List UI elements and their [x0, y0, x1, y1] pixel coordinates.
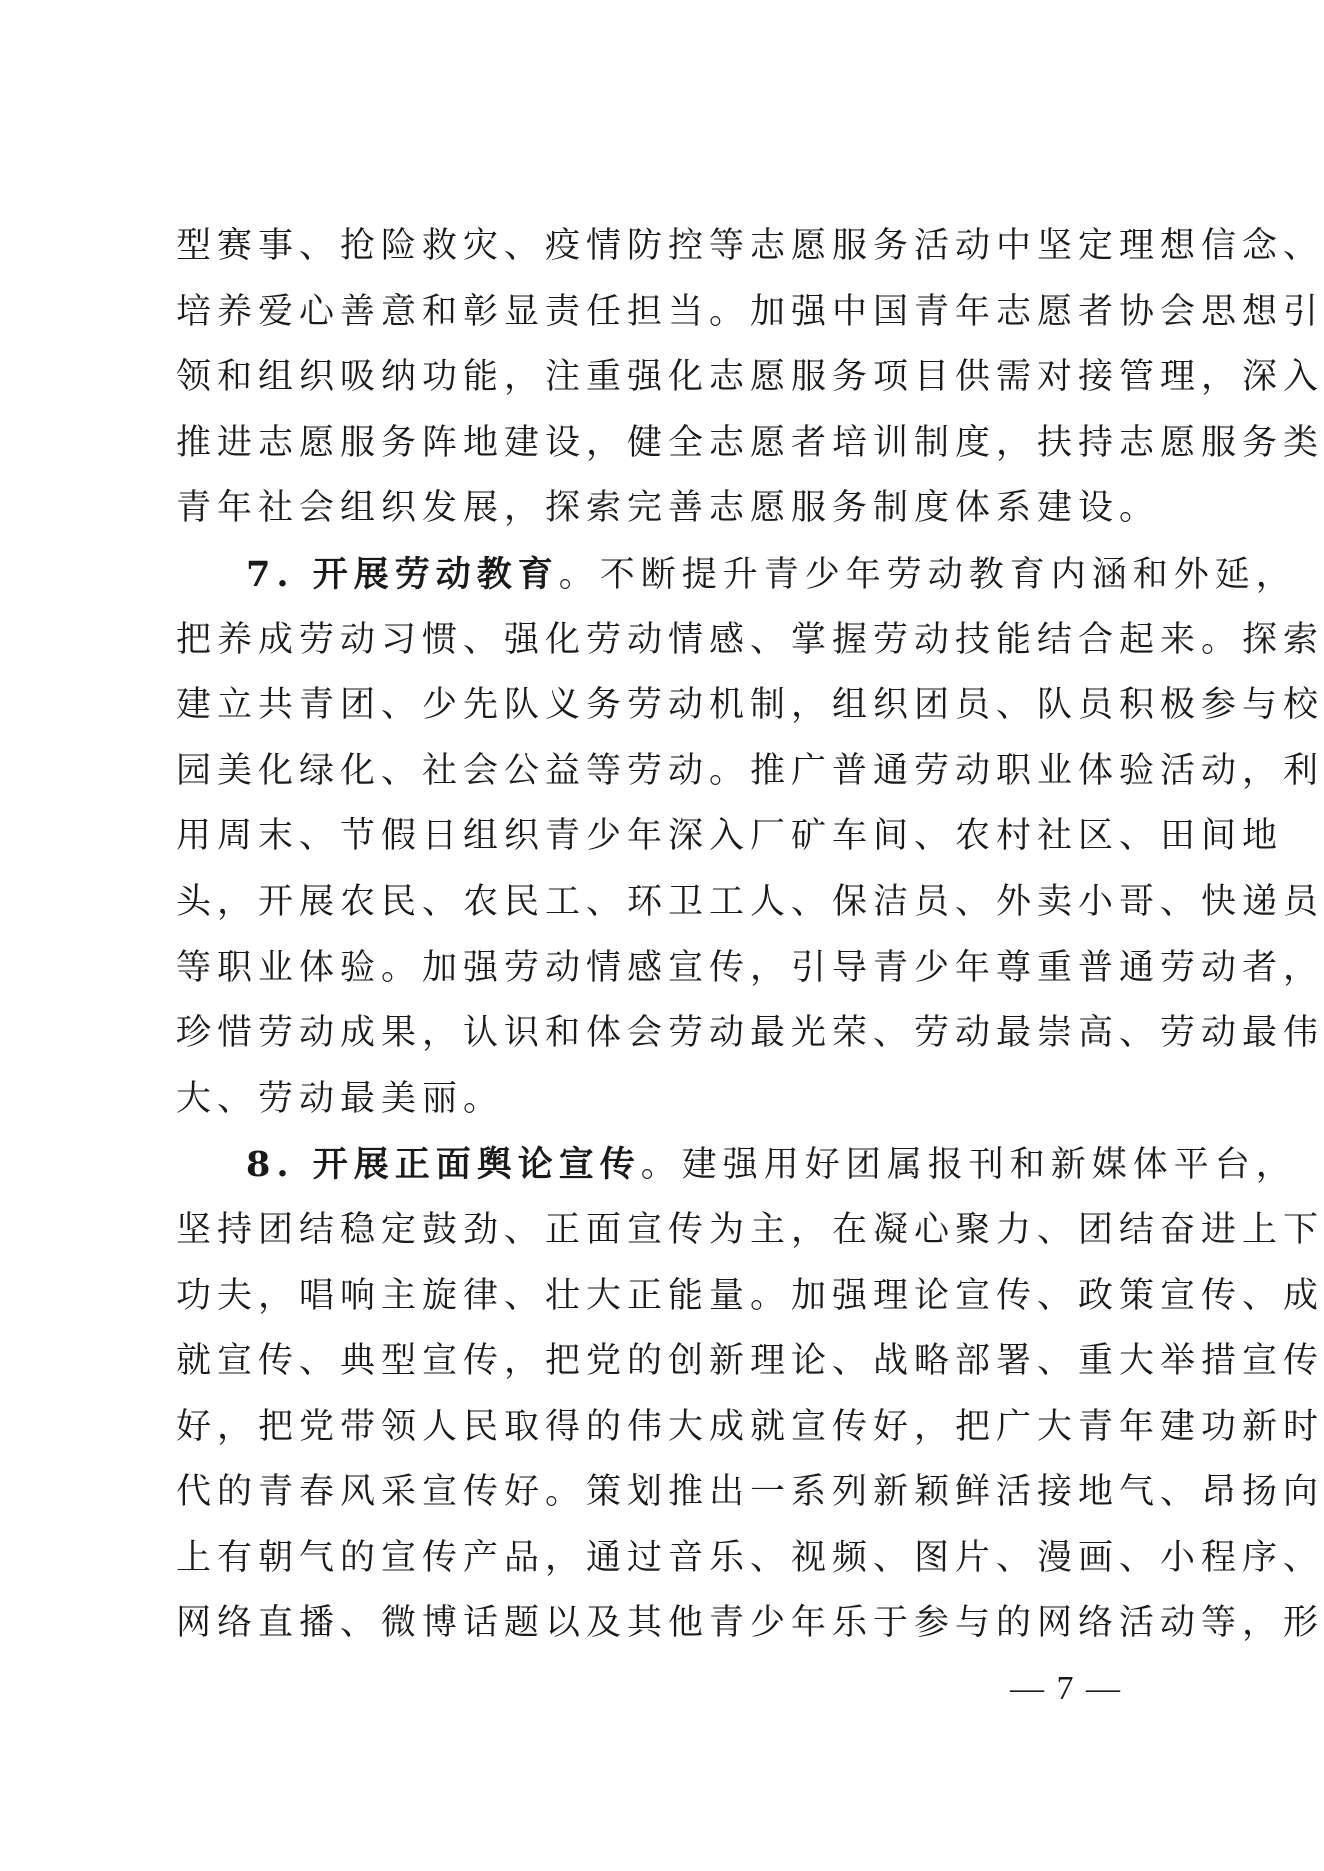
text-line: 青年社会组织发展，探索完善志愿服务制度体系建设。 [176, 488, 1161, 529]
text-line: 用周末、节假日组织青少年深入厂矿车间、农村社区、田间地 [176, 816, 1284, 857]
section-heading: 7. 开展劳动教育 [246, 553, 559, 595]
text-line: 领和组织吸纳功能，注重强化志愿服务项目供需对接管理，深入 [176, 357, 1324, 398]
text-line: 就宣传、典型宣传，把党的创新理论、战略部署、重大举措宣传 [176, 1341, 1324, 1382]
text-line: 头，开展农民、农民工、环卫工人、保洁员、外卖小哥、快递员 [176, 881, 1324, 922]
text-span: 。不断提升青少年劳动教育内涵和外延， [558, 554, 1297, 595]
text-line: 把养成劳动习惯、强化劳动情感、掌握劳动技能结合起来。探索 [176, 619, 1324, 660]
text-line: 好，把党带领人民取得的伟大成就宣传好，把广大青年建功新时 [176, 1406, 1324, 1447]
text-line: 建立共青团、少先队义务劳动机制，组织团员、队员积极参与校 [176, 685, 1324, 726]
text-line: 型赛事、抢险救灾、疫情防控等志愿服务活动中坚定理想信念、 [176, 226, 1324, 266]
document-body [176, 214, 1324, 1657]
text-line [176, 1132, 1297, 1198]
text-line: 推进志愿服务阵地建设，健全志愿者培训制度，扶持志愿服务类 [176, 422, 1324, 463]
section-heading: 8. 开展正面舆论宣传 [246, 1144, 641, 1186]
text-line: 网络直播、微博话题以及其他青少年乐于参与的网络活动等，形 [176, 1603, 1324, 1644]
paragraph-continued [176, 214, 1324, 542]
text-line: 功夫，唱响主旋律、壮大正能量。加强理论宣传、政策宣传、成 [176, 1275, 1324, 1316]
text-line: 上有朝气的宣传产品，通过音乐、视频、图片、漫画、小程序、 [176, 1537, 1324, 1578]
text-line: 坚持团结稳定鼓劲、正面宣传为主，在凝心聚力、团结奋进上下 [176, 1209, 1324, 1250]
text-line: 珍惜劳动成果，认识和体会劳动最光荣、劳动最崇高、劳动最伟 [176, 1013, 1324, 1054]
page-number: — 7 — [1010, 1670, 1122, 1707]
text-span: 。建强用好团属报刊和新媒体平台， [640, 1145, 1297, 1186]
text-line: 培养爱心善意和彰显责任担当。加强中国青年志愿者协会思想引 [176, 291, 1324, 332]
paragraph-section-8 [176, 1132, 1324, 1657]
text-line [176, 542, 1297, 608]
text-line: 大、劳动最美丽。 [176, 1078, 505, 1119]
paragraph-section-7 [176, 542, 1324, 1132]
text-line: 代的青春风采宣传好。策划推出一系列新颖鲜活接地气、昂扬向 [176, 1472, 1324, 1513]
text-line: 等职业体验。加强劳动情感宣传，引导青少年尊重普通劳动者， [176, 947, 1324, 988]
text-line: 园美化绿化、社会公益等劳动。推广普通劳动职业体验活动，利 [176, 750, 1324, 791]
